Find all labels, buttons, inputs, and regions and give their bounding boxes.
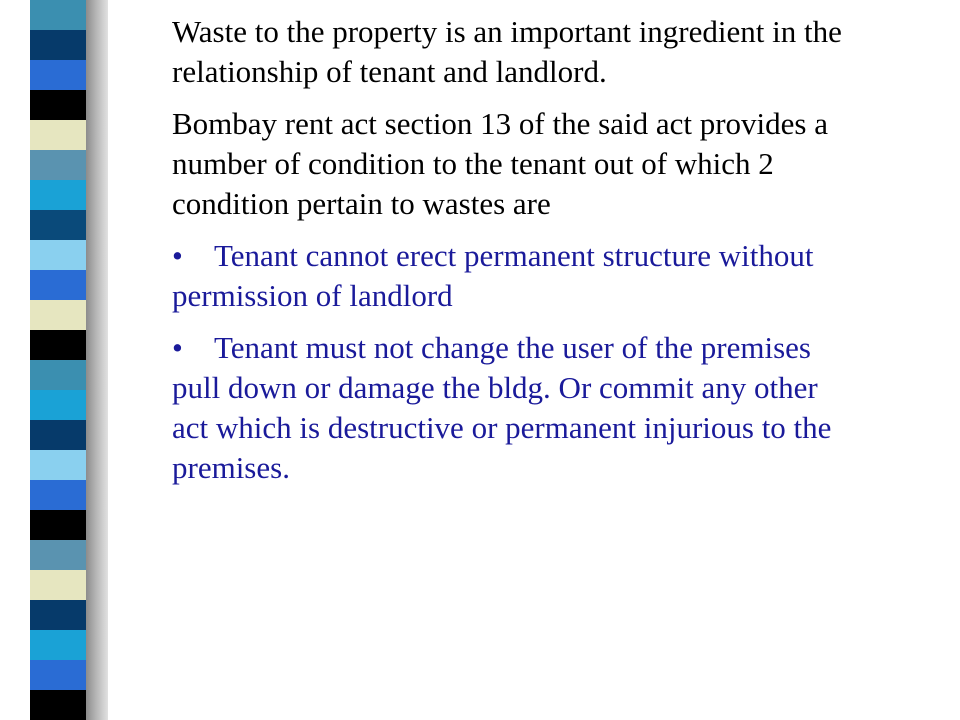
bullet-text: Tenant must not change the user of the premises pull down or damage the bldg. Or commit any other act which is destructive or permanent injurious to the premises. bbox=[172, 330, 832, 485]
stripe-block bbox=[30, 360, 86, 391]
bullet-text: Tenant cannot erect permanent structure without permission of landlord bbox=[172, 238, 814, 313]
stripe-block bbox=[30, 570, 86, 601]
stripe-block bbox=[30, 540, 86, 571]
stripe-block bbox=[30, 630, 86, 661]
stripe-block bbox=[30, 510, 86, 541]
slide-content bbox=[172, 12, 852, 500]
decorative-shadow bbox=[86, 0, 108, 720]
act-paragraph: Bombay rent act section 13 of the said act provides a number of condition to the tenant out of which 2 condition pertain to wastes are bbox=[172, 106, 828, 221]
stripe-block bbox=[30, 120, 86, 151]
stripe-block bbox=[30, 90, 86, 121]
stripe-block bbox=[30, 0, 86, 31]
stripe-block bbox=[30, 150, 86, 181]
intro-paragraph: Waste to the property is an important ingredient in the relationship of tenant and landlord. bbox=[172, 14, 842, 89]
bullet-dot: • bbox=[172, 238, 183, 273]
stripe-block bbox=[30, 270, 86, 301]
bullet-dot: • bbox=[172, 330, 183, 365]
stripe-block bbox=[30, 300, 86, 331]
stripe-block bbox=[30, 660, 86, 691]
stripe-block bbox=[30, 690, 86, 720]
stripe-block bbox=[30, 240, 86, 271]
decorative-stripe-bar bbox=[30, 0, 86, 720]
bullet-item bbox=[172, 328, 852, 488]
stripe-block bbox=[30, 30, 86, 61]
stripe-block bbox=[30, 180, 86, 211]
stripe-block bbox=[30, 210, 86, 241]
stripe-block bbox=[30, 390, 86, 421]
stripe-block bbox=[30, 480, 86, 511]
stripe-block bbox=[30, 420, 86, 451]
stripe-block bbox=[30, 60, 86, 91]
stripe-block bbox=[30, 600, 86, 631]
stripe-block bbox=[30, 330, 86, 361]
stripe-block bbox=[30, 450, 86, 481]
bullet-item bbox=[172, 236, 852, 316]
